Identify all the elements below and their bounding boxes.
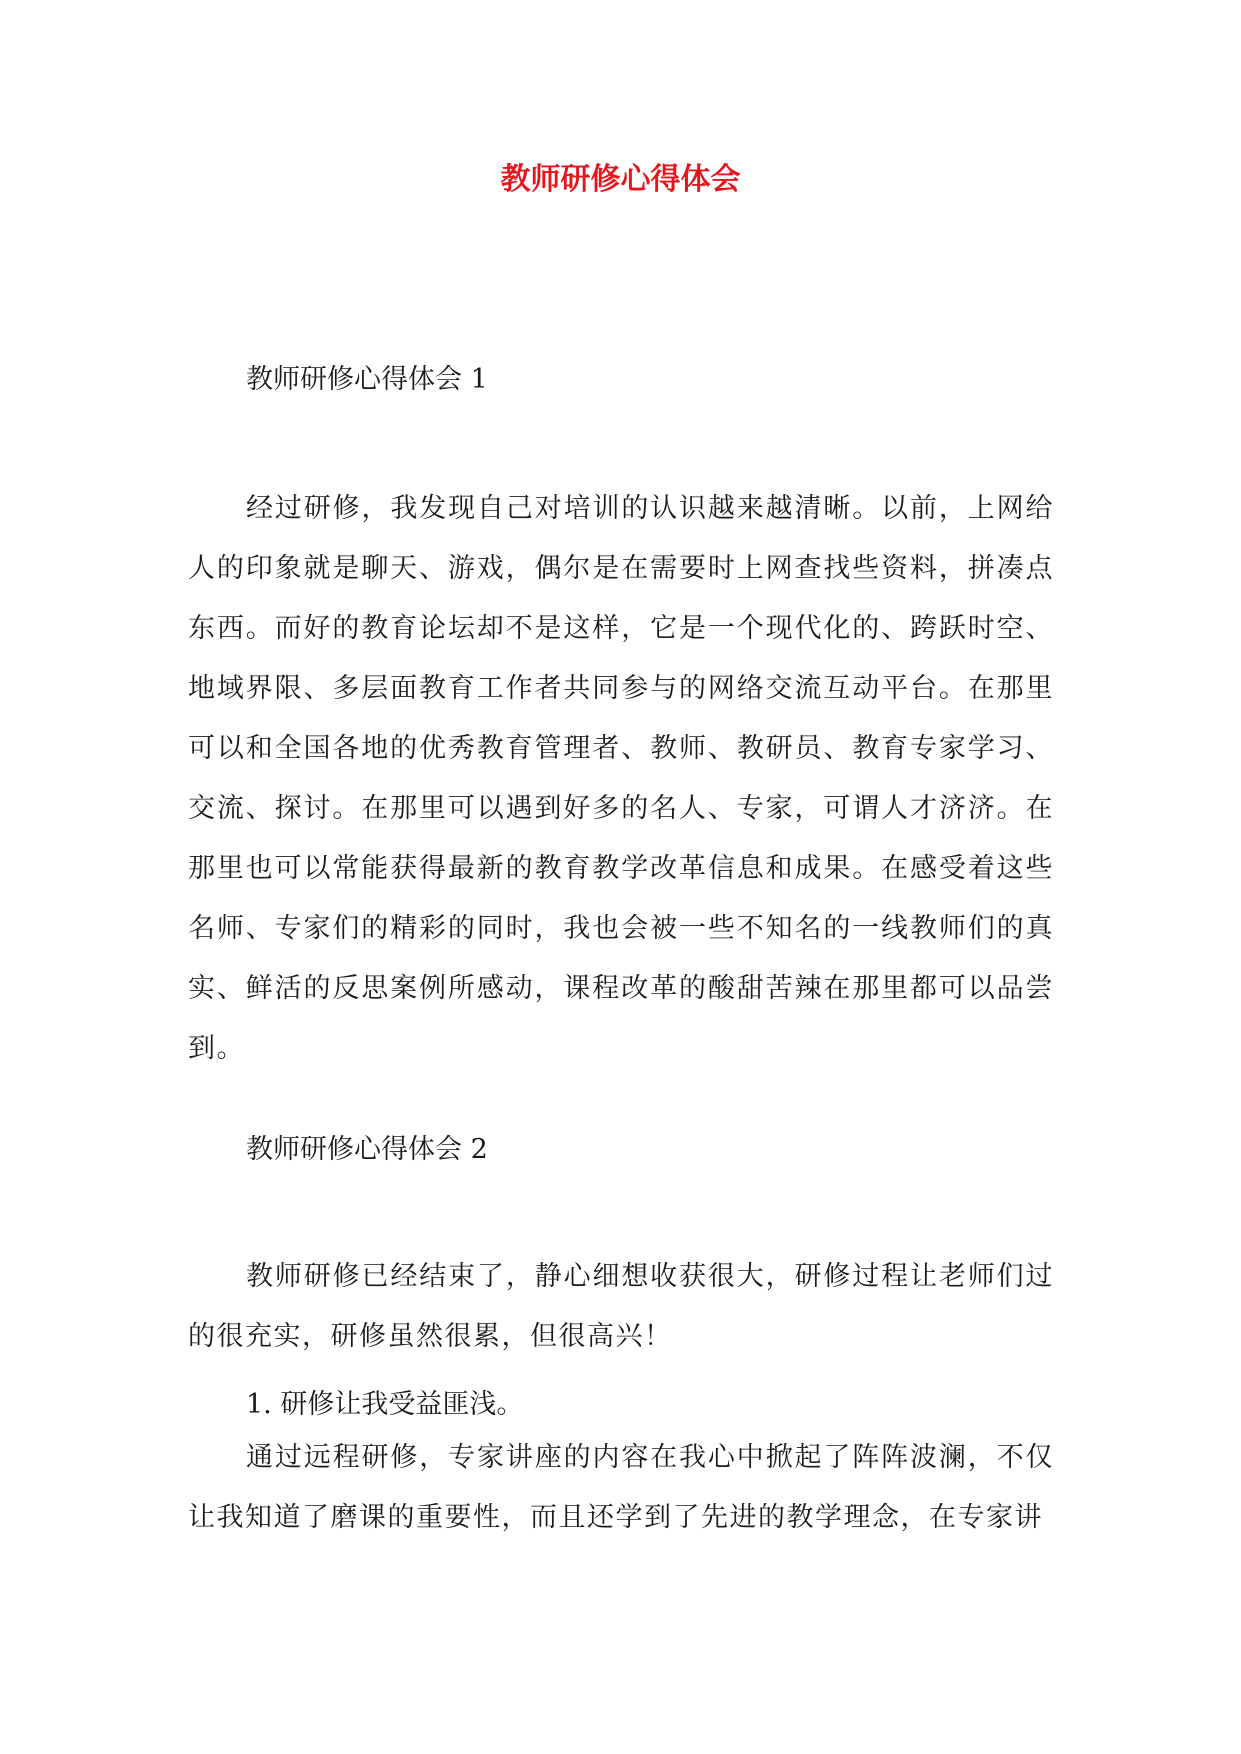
section-2-paragraph-1: 教师研修已经结束了，静心细想收获很大，研修过程让老师们过的很充实，研修虽然很累，但很高兴！: [188, 1261, 1054, 1352]
section-2-paragraph-2: 通过远程研修，专家讲座的内容在我心中掀起了阵阵波澜，不仅让我知道了磨课的重要性，而且还学到了先进的教学理念，在专家讲: [188, 1442, 1054, 1533]
document-title: 教师研修心得体会: [500, 162, 741, 197]
section-2-list-item-1: 1. 研修让我受益匪浅。: [246, 1389, 524, 1420]
section-heading-2: 教师研修心得体会 2: [246, 1134, 488, 1165]
section-heading-1: 教师研修心得体会 1: [246, 364, 488, 395]
section-1-paragraph: 经过研修，我发现自己对培训的认识越来越清晰。以前，上网给人的印象就是聊天、游戏，偶尔是在需要时上网查找些资料，拼凑点东西。而好的教育论坛却不是这样，它是一个现代化的、跨跃时空、地域界限、多层面教育工作者共同参与的网络交流互动平台。在那里可以和全国各地的优秀教育管理者、教师、教研员、教育专家学习、交流、探讨。在那里可以遇到好多的名人、专家，可谓人才济济。在那里也可以常能获得最新的教育教学改革信息和成果。在感受着这些名师、专家们的精彩的同时，我也会被一些不知名的一线教师们的真实、鲜活的反思案例所感动，课程改革的酸甜苦辣在那里都可以品尝到。: [188, 493, 1054, 1064]
